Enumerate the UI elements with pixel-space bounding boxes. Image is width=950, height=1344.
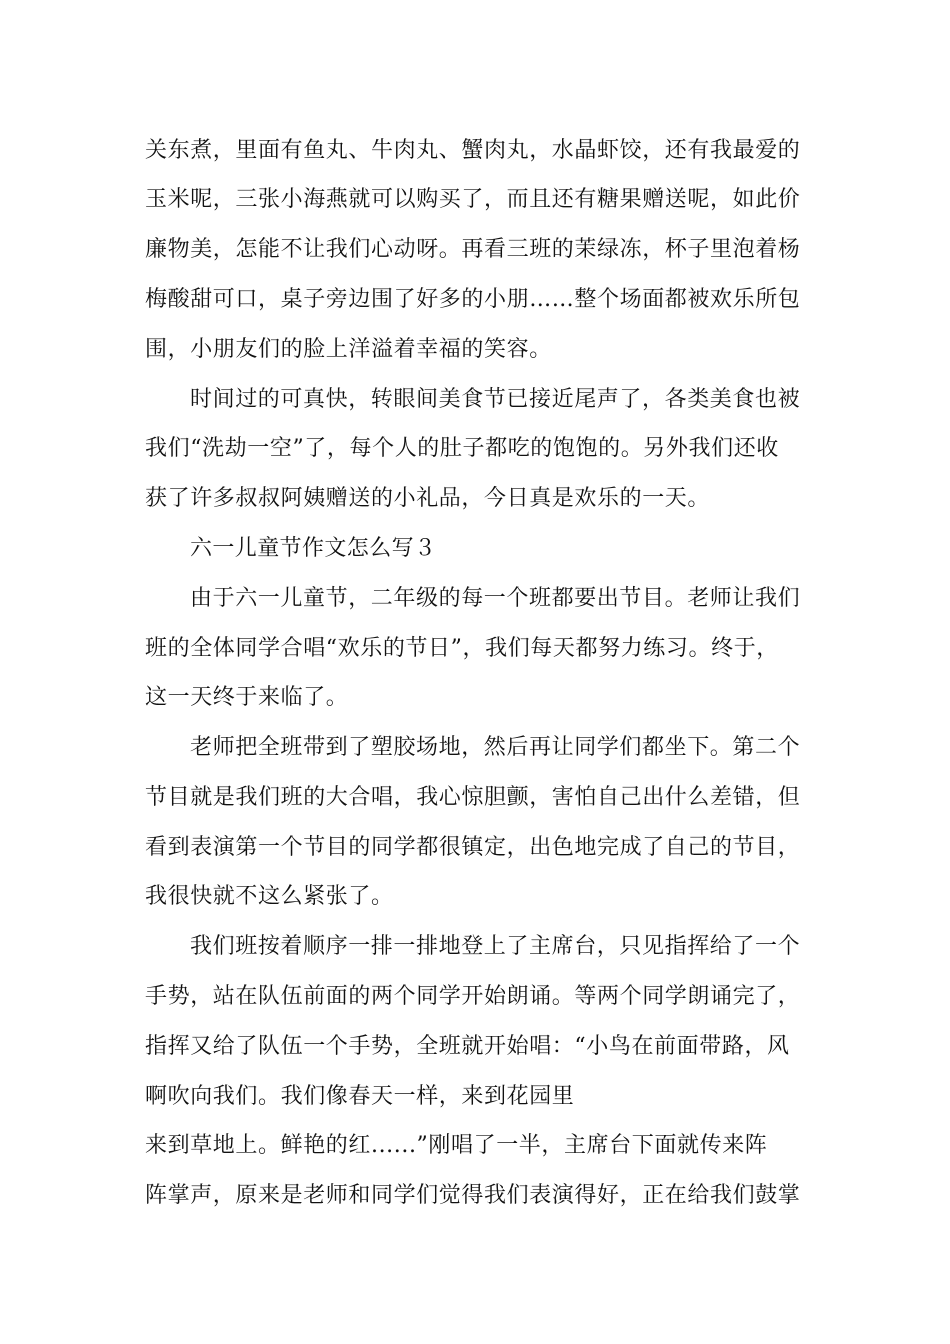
text-line: 来到草地上。鲜艳的红......”刚唱了一半，主席台下面就传来阵 xyxy=(145,1133,768,1158)
text-line: 啊吹向我们。我们像春天一样，来到花园里 xyxy=(145,1084,575,1109)
text-line: 围，小朋友们的脸上洋溢着幸福的笑容。 xyxy=(145,337,552,362)
paragraph-first-line: 老师把全班带到了塑胶场地，然后再让同学们都坐下。第二个 xyxy=(190,735,801,760)
section-heading: 六一儿童节作文怎么写３ xyxy=(190,536,437,561)
text-line: 关东煮，里面有鱼丸、牛肉丸、蟹肉丸，水晶虾饺，还有我最爱的 xyxy=(145,138,801,163)
text-line: 看到表演第一个节目的同学都很镇定，出色地完成了自己的节目， xyxy=(145,835,801,860)
text-line: 廉物美，怎能不让我们心动呀。再看三班的茉绿冻，杯子里泡着杨 xyxy=(145,237,801,262)
text-line: 节目就是我们班的大合唱，我心惊胆颤，害怕自己出什么差错，但 xyxy=(145,785,801,810)
paragraph-first-line: 时间过的可真快，转眼间美食节已接近尾声了，各类美食也被 xyxy=(190,387,801,412)
paragraph-first-line: 我们班按着顺序一排一排地登上了主席台，只见指挥给了一个 xyxy=(190,934,801,959)
text-line: 玉米呢，三张小海燕就可以购买了，而且还有糖果赠送呢，如此价 xyxy=(145,187,801,212)
text-line: 班的全体同学合唱“欢乐的节日”，我们每天都努力练习。终于， xyxy=(145,636,779,661)
text-line: 指挥又给了队伍一个手势，全班就开始唱：“小鸟在前面带路，风 xyxy=(145,1034,790,1059)
text-line: 这一天终于来临了。 xyxy=(145,685,349,710)
text-line: 梅酸甜可口，桌子旁边围了好多的小朋……整个场面都被欢乐所包 xyxy=(145,287,801,312)
text-line: 阵掌声，原来是老师和同学们觉得我们表演得好，正在给我们鼓掌 xyxy=(145,1183,801,1208)
text-line: 获了许多叔叔阿姨赠送的小礼品，今日真是欢乐的一天。 xyxy=(145,486,711,511)
paragraph-first-line: 由于六一儿童节，二年级的每一个班都要出节目。老师让我们 xyxy=(190,586,801,611)
text-line: 我们“洗劫一空”了，每个人的肚子都吃的饱饱的。另外我们还收 xyxy=(145,436,779,461)
text-line: 我很快就不这么紧张了。 xyxy=(145,884,394,909)
text-line: 手势，站在队伍前面的两个同学开始朗诵。等两个同学朗诵完了， xyxy=(145,984,801,1009)
